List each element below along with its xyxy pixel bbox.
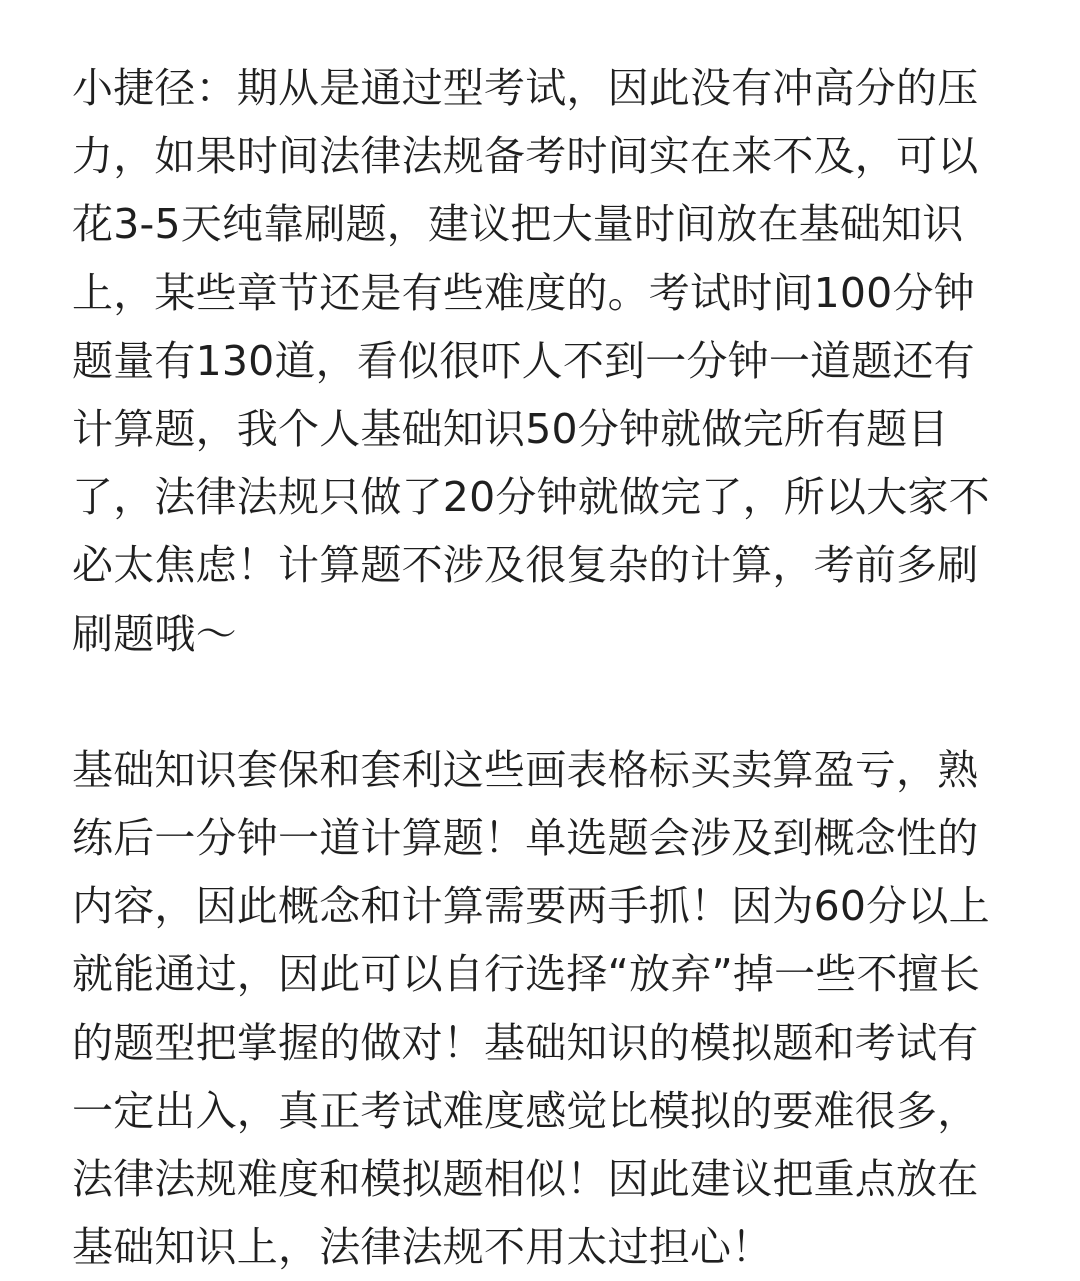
text-line: 内容，因此概念和计算需要两手抓！因为60分以上 xyxy=(72,882,990,931)
text-line: 了，法律法规只做了20分钟就做完了，所以大家不 xyxy=(72,473,990,522)
text-line: 计算题，我个人基础知识50分钟就做完所有题目 xyxy=(72,405,949,454)
text-line: 刷题哦～ xyxy=(72,609,237,658)
text-line: 小捷径：期从是通过型考试，因此没有冲高分的压 xyxy=(72,64,979,112)
paragraph-study-advice xyxy=(72,736,1008,1281)
text-line: 花3-5天纯靠刷题，建议把大量时间放在基础知识 xyxy=(72,200,964,249)
text-line: 基础知识上，法律法规不用太过担心！ xyxy=(72,1223,773,1272)
text-line: 力，如果时间法律法规备考时间实在来不及，可以 xyxy=(72,132,979,181)
text-line: 题量有130道，看似很吓人不到一分钟一道题还有 xyxy=(72,336,975,385)
article-body xyxy=(72,54,1008,1281)
text-line: 一定出入，真正考试难度感觉比模拟的要难很多， xyxy=(72,1086,979,1135)
text-line: 练后一分钟一道计算题！单选题会涉及到概念性的 xyxy=(72,814,979,863)
text-line: 法律法规难度和模拟题相似！因此建议把重点放在 xyxy=(72,1155,979,1204)
text-line: 就能通过，因此可以自行选择“放弃”掉一些不擅长 xyxy=(72,950,981,999)
paragraph-exam-shortcut xyxy=(72,54,1008,668)
text-line: 的题型把掌握的做对！基础知识的模拟题和考试有 xyxy=(72,1018,979,1067)
text-line: 基础知识套保和套利这些画表格标买卖算盈亏，熟 xyxy=(72,745,979,794)
text-line: 必太焦虑！计算题不涉及很复杂的计算，考前多刷 xyxy=(72,541,979,590)
paragraph-spacer xyxy=(72,668,1008,736)
text-line: 上，某些章节还是有些难度的。考试时间100分钟 xyxy=(72,268,975,317)
